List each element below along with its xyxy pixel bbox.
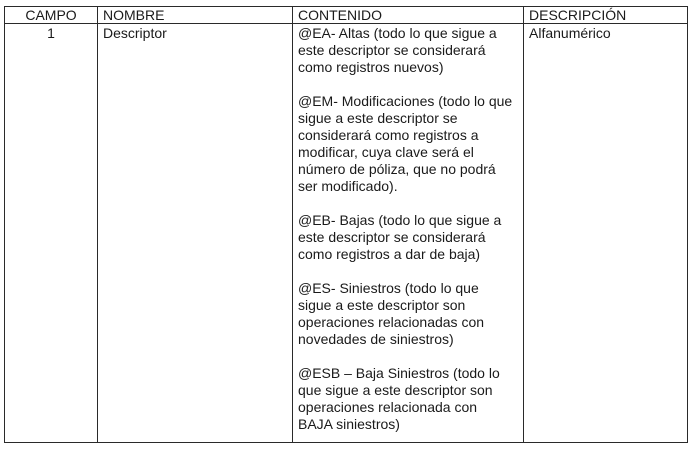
header-campo: CAMPO — [5, 7, 98, 24]
cell-descripcion: Alfanumérico — [524, 24, 688, 443]
header-descripcion: DESCRIPCIÓN — [524, 7, 688, 24]
cell-campo: 1 — [5, 24, 98, 443]
header-nombre: NOMBRE — [98, 7, 293, 24]
content-entry-baja-siniestros: @ESB – Baja Siniestros (todo lo que sigue a este descriptor son operaciones relacionada con BAJA siniestros) — [298, 365, 500, 432]
cell-contenido — [293, 24, 524, 443]
content-entry-modificaciones: @EM- Modificaciones (todo lo que sigue a este descriptor se considerará como registros a modificar, cuya clave será el número de póliza, que no podrá ser modificado). — [298, 93, 513, 194]
table-header — [5, 7, 688, 24]
content-entry-bajas: @EB- Bajas (todo lo que sigue a este descriptor se considerará como registros a dar de baja) — [298, 212, 502, 262]
table-body — [5, 24, 688, 443]
header-row — [5, 7, 688, 24]
table-row — [5, 24, 688, 443]
content-entry-altas: @EA- Altas (todo lo que sigue a este descriptor se considerará como registros nuevos) — [298, 25, 497, 75]
content-entry-siniestros: @ES- Siniestros (todo lo que sigue a este descriptor son operaciones relacionadas con novedades de siniestros) — [298, 280, 485, 347]
header-contenido: CONTENIDO — [293, 7, 524, 24]
cell-nombre: Descriptor — [98, 24, 293, 443]
field-definition-table — [4, 6, 688, 443]
